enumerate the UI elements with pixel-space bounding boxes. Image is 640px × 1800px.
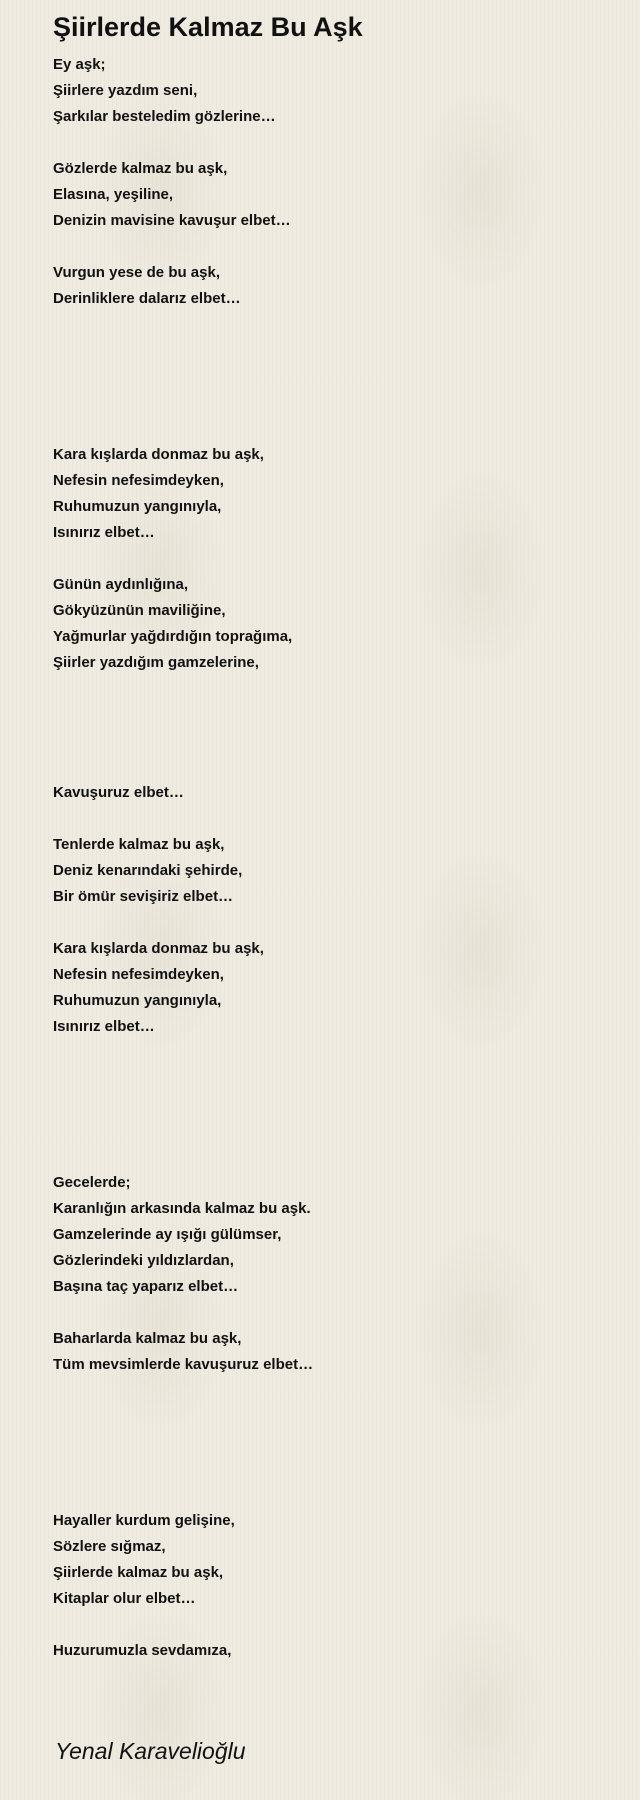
stanza-break	[53, 1092, 313, 1118]
stanza-break	[53, 754, 313, 780]
stanza-break	[53, 1144, 313, 1170]
poem-line: Nefesin nefesimdeyken,	[53, 966, 224, 983]
poem-line: Günün aydınlığına,	[53, 576, 188, 593]
poem-line: Tüm mevsimlerde kavuşuruz elbet…	[53, 1356, 314, 1373]
stanza-break	[53, 728, 313, 754]
poem-line: Ruhumuzun yangınıyla,	[53, 992, 222, 1009]
stanza-break	[53, 1066, 313, 1092]
stanza-break	[53, 546, 313, 572]
poem-line: Gecelerde;	[53, 1174, 131, 1191]
poem-body	[53, 52, 313, 1664]
stanza-break	[53, 676, 313, 702]
poem-line: Kitaplar olur elbet…	[53, 1590, 196, 1607]
poem-line: Isınırız elbet…	[53, 524, 155, 541]
poem-line: Nefesin nefesimdeyken,	[53, 472, 224, 489]
poem-line: Ruhumuzun yangınıyla,	[53, 498, 222, 515]
poem-line: Şiirler yazdığım gamzelerine,	[53, 654, 259, 671]
stanza-break	[53, 130, 313, 156]
stanza-break	[53, 338, 313, 364]
poem-line: Bir ömür sevişiriz elbet…	[53, 888, 234, 905]
poem-line: Vurgun yese de bu aşk,	[53, 264, 220, 281]
stanza-break	[53, 1118, 313, 1144]
stanza-break	[53, 1378, 313, 1404]
stanza-break	[53, 1482, 313, 1508]
stanza-break	[53, 1040, 313, 1066]
poem-line: Denizin mavisine kavuşur elbet…	[53, 212, 291, 229]
stanza-break	[53, 364, 313, 390]
poem-line: Sözlere sığmaz,	[53, 1538, 166, 1555]
poem-line: Başına taç yaparız elbet…	[53, 1278, 239, 1295]
poem-line: Şarkılar besteledim gözlerine…	[53, 108, 276, 125]
stanza-break	[53, 1404, 313, 1430]
poem-line: Yağmurlar yağdırdığın toprağıma,	[53, 628, 293, 645]
poem-line: Kara kışlarda donmaz bu aşk,	[53, 446, 264, 463]
stanza-break	[53, 312, 313, 338]
poem-line: Şiirlerde kalmaz bu aşk,	[53, 1564, 224, 1581]
stanza-break	[53, 806, 313, 832]
poem-line: Deniz kenarındaki şehirde,	[53, 862, 243, 879]
poem-line: Derinliklere dalarız elbet…	[53, 290, 241, 307]
poem-line: Ey aşk;	[53, 56, 106, 73]
poem-line: Gökyüzünün maviliğine,	[53, 602, 226, 619]
stanza-break	[53, 1612, 313, 1638]
poem-line: Baharlarda kalmaz bu aşk,	[53, 1330, 242, 1347]
stanza-break	[53, 1456, 313, 1482]
poem-line: Hayaller kurdum gelişine,	[53, 1512, 235, 1529]
poem-line: Isınırız elbet…	[53, 1018, 155, 1035]
stanza-break	[53, 910, 313, 936]
poem-title: Şiirlerde Kalmaz Bu Aşk	[53, 12, 363, 42]
stanza-break	[53, 702, 313, 728]
stanza-break	[53, 390, 313, 416]
poem-line: Karanlığın arkasında kalmaz bu aşk.	[53, 1200, 311, 1217]
poem-line: Gamzelerinde ay ışığı gülümser,	[53, 1226, 282, 1243]
stanza-break	[53, 416, 313, 442]
poem-line: Şiirlere yazdım seni,	[53, 82, 198, 99]
stanza-break	[53, 234, 313, 260]
stanza-break	[53, 1430, 313, 1456]
poem-line: Gözlerde kalmaz bu aşk,	[53, 160, 228, 177]
poem-author: Yenal Karavelioğlu	[55, 1738, 246, 1764]
poem-line: Huzurumuzla sevdamıza,	[53, 1642, 232, 1659]
poem-line: Gözlerindeki yıldızlardan,	[53, 1252, 234, 1269]
poem-line: Kara kışlarda donmaz bu aşk,	[53, 940, 264, 957]
poem-line: Tenlerde kalmaz bu aşk,	[53, 836, 225, 853]
poem-line: Elasına, yeşiline,	[53, 186, 174, 203]
stanza-break	[53, 1300, 313, 1326]
poem-line: Kavuşuruz elbet…	[53, 784, 184, 801]
